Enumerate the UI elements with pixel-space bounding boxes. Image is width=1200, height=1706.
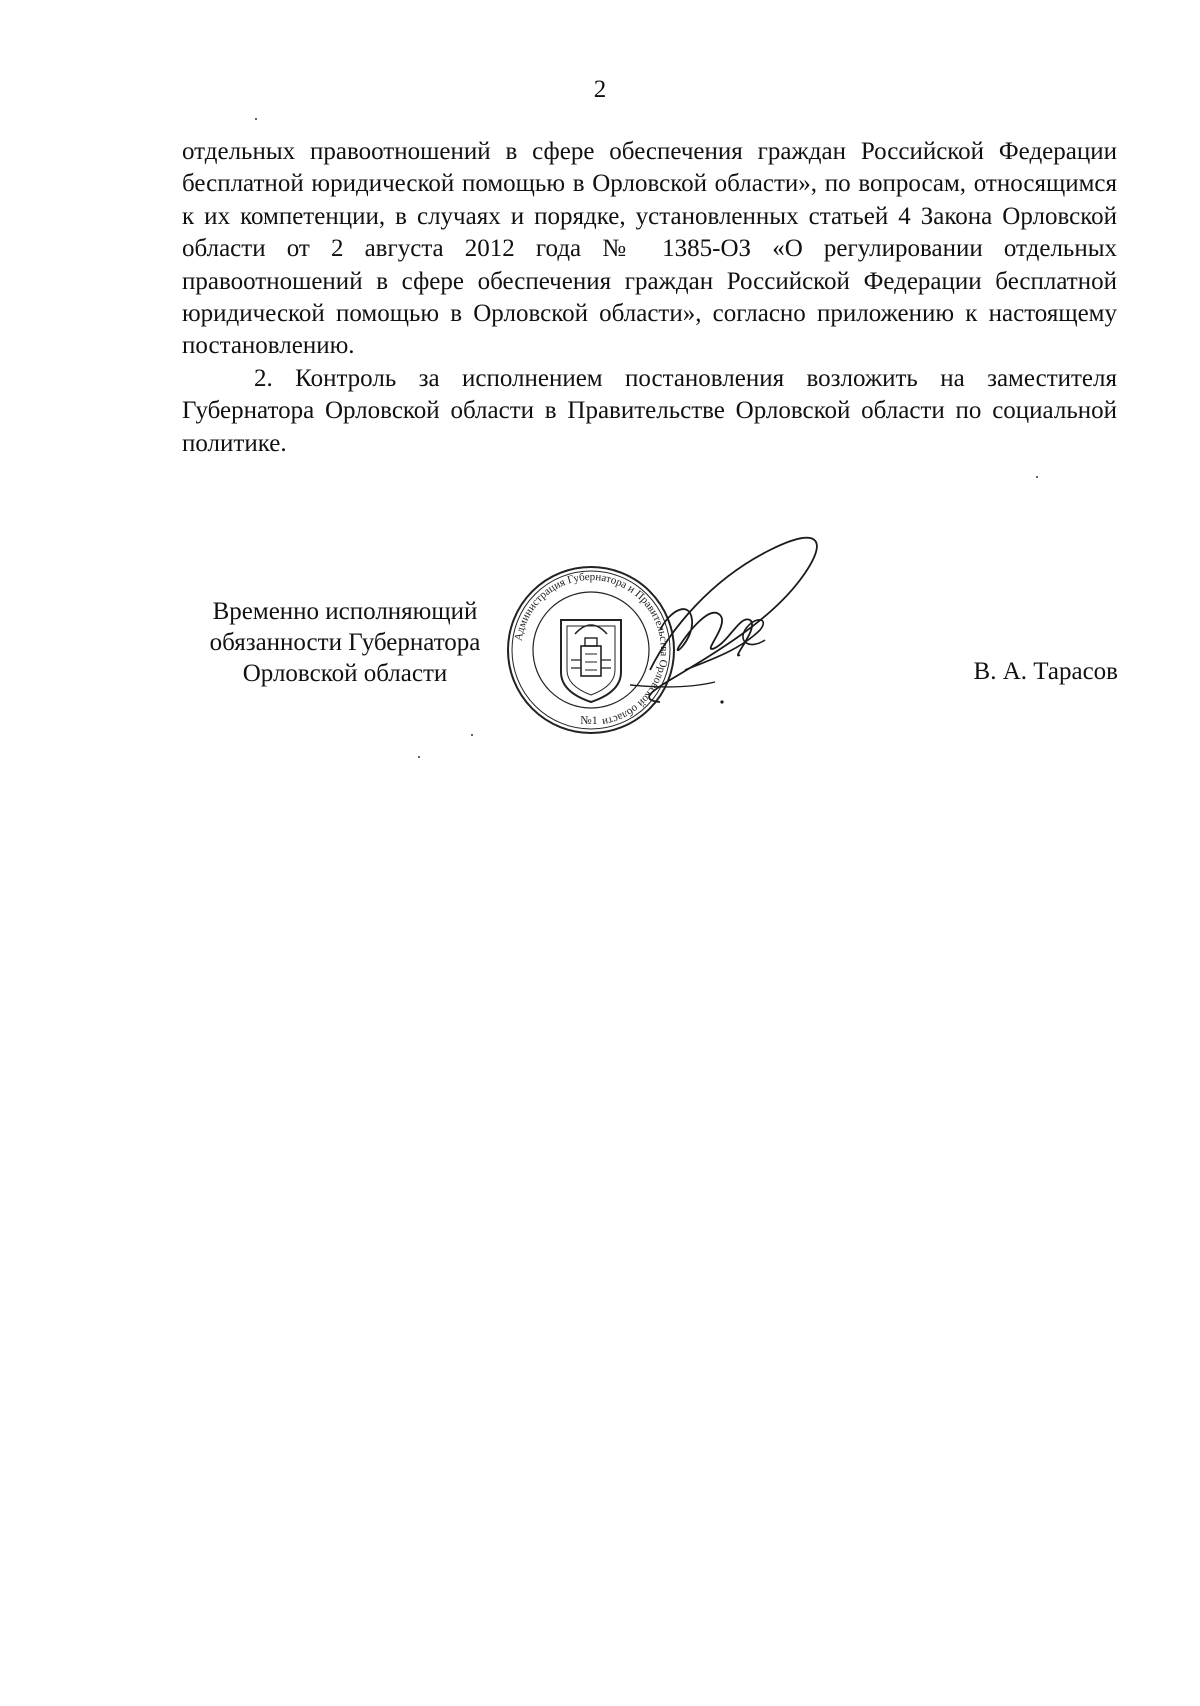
scan-speck [255, 118, 257, 120]
scan-speck [471, 734, 473, 736]
scan-speck [1036, 476, 1038, 478]
seal-number: №1 [580, 713, 598, 727]
handwritten-signature [630, 520, 900, 730]
signature-block [0, 520, 1200, 760]
signer-name: В. А. Тарасов [973, 658, 1118, 685]
scan-speck [418, 756, 420, 758]
signer-position-line-3: Орловской области [242, 660, 448, 687]
signer-position-line-2: обязанности Губернатора [209, 629, 481, 656]
paragraph-2: 2. Контроль за исполнением постановления возложить на заместителя Губернатора Орловской области в Правительстве Орловской области по социальной политике. [182, 364, 1117, 457]
document-body [182, 136, 1117, 460]
coat-of-arms-icon [561, 620, 621, 702]
signer-position-line-1: Временно исполняющий [212, 598, 478, 625]
seal-text: Администрация Губернатора и Правительства Орловской области [512, 570, 671, 729]
page-number: 2 [593, 76, 607, 103]
signer-position [180, 596, 510, 689]
paragraph-1: отдельных правоотношений в сфере обеспечения граждан Российской Федерации бесплатной юридической помощью в Орловской области», по вопросам, относящимся к их компетенции, в случаях и порядке, установленных статьей 4 Закона Орловской области от 2 августа 2012 года № 1385-ОЗ «О регулировании отдельных правоотношений в сфере обеспечения граждан Российской Федерации бесплатной юридической помощью в Орловской области», согласно приложению к настоящему постановлению. [182, 138, 1117, 360]
